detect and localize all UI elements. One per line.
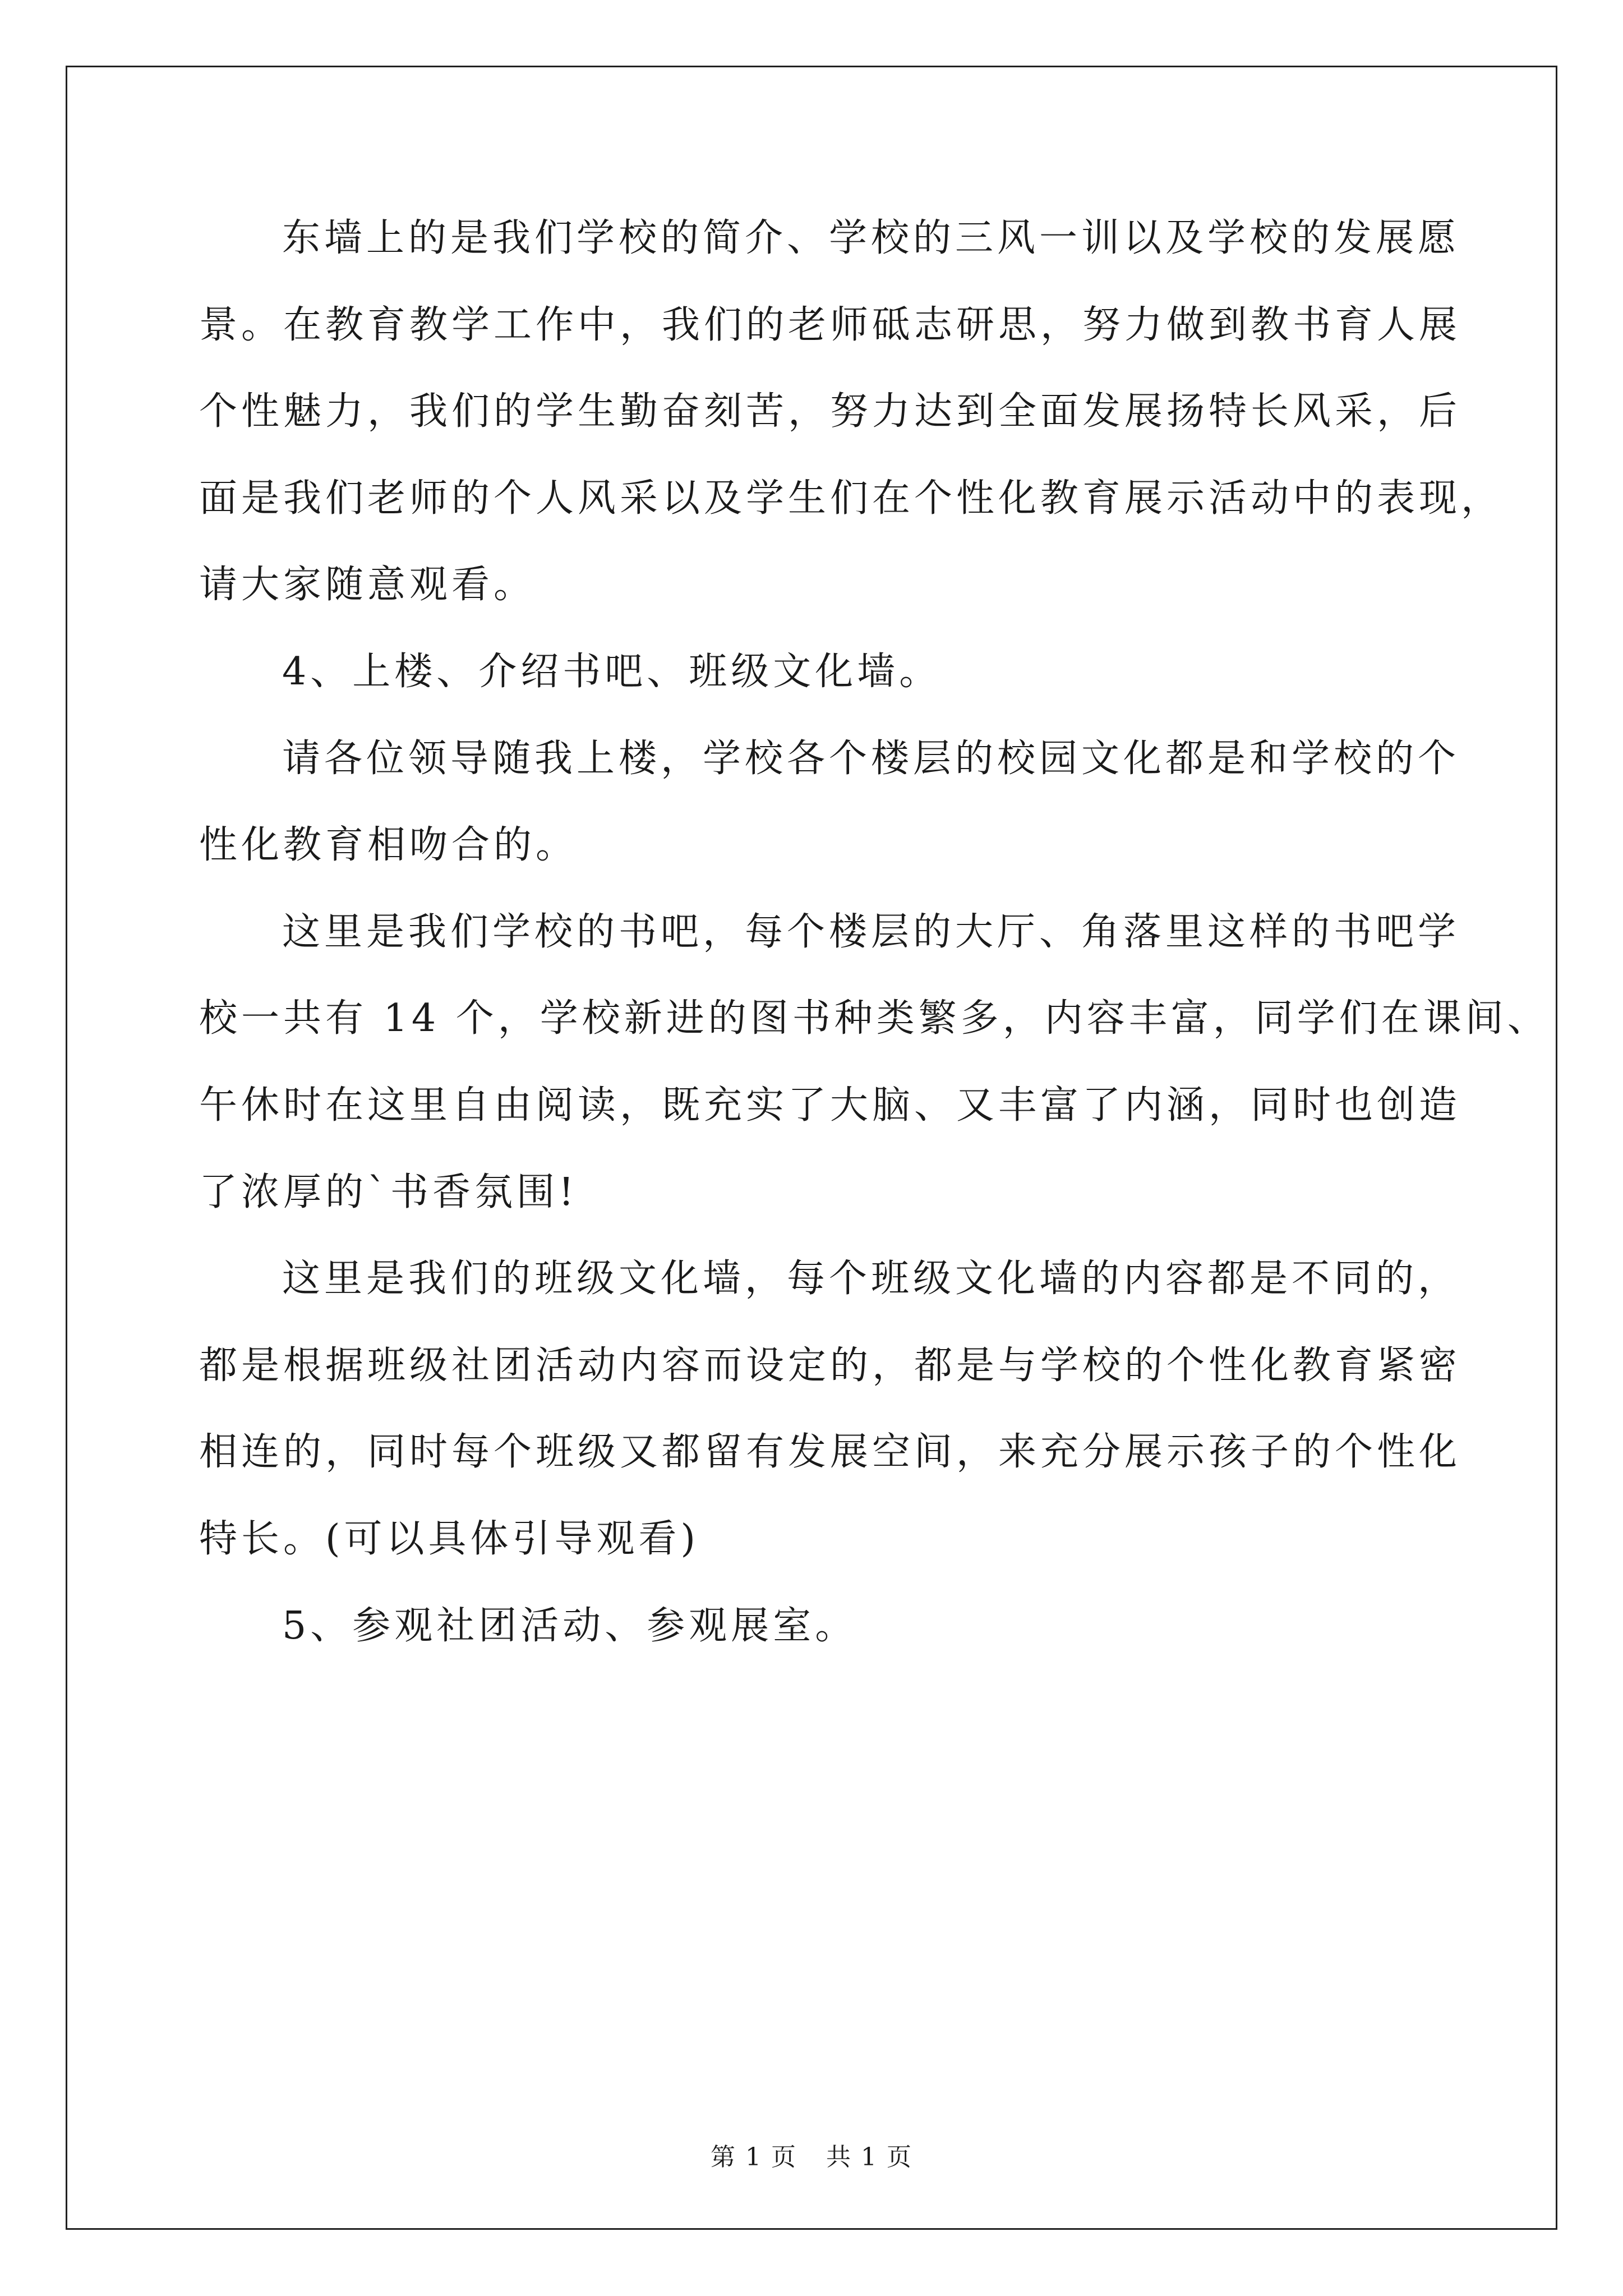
text-line: 这里是我们的班级文化墙，每个班级文化墙的内容都是不同的， <box>282 1257 1460 1301</box>
text-line: 这里是我们学校的书吧，每个楼层的大厅、角落里这样的书吧学 <box>282 909 1460 954</box>
section-heading: 4、上楼、介绍书吧、班级文化墙。 <box>282 649 942 694</box>
text-line: 特长。(可以具体引导观看) <box>199 1516 700 1561</box>
text-line: 东墙上的是我们学校的简介、学校的三风一训以及学校的发展愿 <box>282 216 1460 260</box>
text-line: 个性魅力，我们的学生勤奋刻苦，努力达到全面发展扬特长风采，后 <box>199 389 1461 434</box>
text-line: 了浓厚的`书香氛围! <box>199 1170 578 1214</box>
text-line: 午休时在这里自由阅读，既充实了大脑、又丰富了内涵，同时也创造 <box>199 1083 1461 1128</box>
page-footer <box>0 2142 1623 2173</box>
text-line: 相连的，同时每个班级又都留有发展空间，来充分展示孩子的个性化 <box>199 1430 1461 1475</box>
text-line: 面是我们老师的个人风采以及学生们在个性化教育展示活动中的表现， <box>199 476 1504 521</box>
text-line: 校一共有 14 个，学校新进的图书种类繁多，内容丰富，同学们在课间、 <box>199 996 1550 1041</box>
text-line: 景。在教育教学工作中，我们的老师砥志研思，努力做到教书育人展 <box>199 302 1461 347</box>
document-body <box>199 213 1550 1687</box>
text-line: 性化教育相吻合的。 <box>199 823 578 868</box>
text-line: 都是根据班级社团活动内容而设定的，都是与学校的个性化教育紧密 <box>199 1343 1461 1388</box>
text-line: 请各位领导随我上楼，学校各个楼层的校园文化都是和学校的个 <box>282 736 1460 781</box>
page-number: 第 1 页 <box>711 2143 797 2171</box>
section-heading: 5、参观社团活动、参观展室。 <box>282 1603 857 1648</box>
page-total: 共 1 页 <box>826 2143 912 2171</box>
text-line: 请大家随意观看。 <box>199 563 536 608</box>
